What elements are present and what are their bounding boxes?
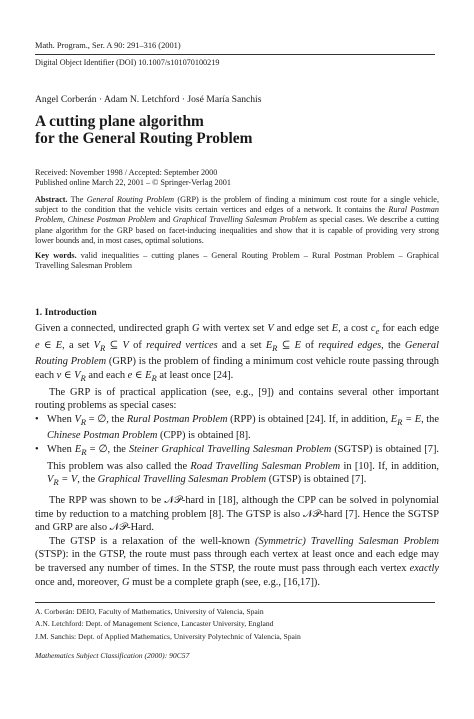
list-item: • When $E_R$ = ∅, the Steiner Graphical Travelling Salesman Problem (SGTSP) is obtained [7]. This problem was also called the Road Travelling Salesman Problem in [10]. If, in addition, $V_R = V$, the Graphical Travelling Salesman Problem (GTSP) is obtained [7]. [35, 444, 440, 488]
paragraph-2: The GRP is of practical application (see, e.g., [9]) and contains several other important routing problems as special cases: [35, 386, 439, 412]
footnote-affiliation-1: A. Corberán: DEIO, Faculty of Mathematics, University of Valencia, Spain [35, 607, 264, 616]
bullet-icon: • [35, 413, 39, 425]
abstract-term: Chinese Postman Problem [67, 215, 156, 225]
keywords-text: valid inequalities – cutting planes – General Routing Problem – Rural Postman Problem – Graphical Travelling Salesman Problem [35, 251, 439, 271]
abstract [35, 195, 439, 246]
list-item: • When $V_R$ = ∅, the Rural Postman Problem (RPP) is obtained [24]. If, in addition, $E_R = E$, the Chinese Postman Problem (CPP) is obtained [8]. [35, 413, 439, 442]
section-heading: 1. Introduction [35, 307, 97, 318]
journal-citation: Math. Program., Ser. A 90: 291–316 (2001) [35, 41, 181, 50]
bullet-icon: • [35, 444, 39, 456]
doi-line: Digital Object Identifier (DOI) 10.1007/s101070100219 [35, 58, 220, 67]
abstract-text: (GRP) is the problem of finding a minimum cost route for a single vehicle, subject to the condition that the vehicle visits certain vertices and edges of a network. It contains the [35, 195, 439, 215]
abstract-text: as special cases. We describe a cutting plane algorithm for the GRP based on facet-inducing inequalities and show that it is capable of providing very strong lower bounds and, in most cases, optimal solutions. [35, 215, 439, 245]
paragraph-3: The RPP was shown to be 𝒩𝒫-hard in [18], although the CPP can be solved in polynomial time by reduction to a matching problem [8]. The GTSP is also 𝒩𝒫-hard [7]. Hence the SGTSP and GRP are also 𝒩𝒫-Hard. [35, 495, 439, 534]
keywords [35, 251, 439, 271]
author-list: Angel Corberán · Adam N. Letchford · José María Sanchis [35, 94, 262, 105]
keywords-label: Key words. [35, 251, 77, 260]
header-rule [35, 54, 435, 55]
paragraph-4: The GTSP is a relaxation of the well-known (Symmetric) Travelling Salesman Problem (STSP): in the GTSP, the route must pass through each vertex at least once and each edge may be traversed any number of times. In the STSP, the route must pass through each vertex exactly once and, moreover, G must be a complete graph (see, e.g., [16,17]). [35, 535, 440, 588]
received-line: Received: November 1998 / Accepted: September 2000 [35, 168, 218, 177]
published-line: Published online March 22, 2001 – © Springer-Verlag 2001 [35, 178, 231, 187]
footnote-rule [35, 602, 435, 603]
abstract-text: , [62, 215, 68, 225]
paragraph-1: Given a connected, undirected graph G with vertex set V and edge set E, a cost $c_e$ for each edge e ∈ E, a set $V_R$ ⊆ V of required vertices and a set $E_R$ ⊆ E of required edges, the General Routing Problem (GRP) is the problem of finding a minimum cost vehicle route passing through each v ∈ $V_R$ and each e ∈ $E_R$ at least once [24]. [35, 323, 439, 384]
footnote-affiliation-2: A.N. Letchford: Dept. of Management Science, Lancaster University, England [35, 619, 274, 628]
abstract-text: and [155, 215, 173, 225]
title-line-1: A cutting plane algorithm [35, 113, 204, 130]
abstract-term: General Routing Problem [86, 195, 175, 204]
abstract-text: The [67, 195, 87, 204]
footnote-affiliation-3: J.M. Sanchis: Dept. of Applied Mathematics, University Polytechnic of Valencia, Spain [35, 632, 301, 641]
paper-title [35, 113, 435, 147]
abstract-term: Graphical Travelling Salesman Problem [172, 215, 308, 225]
title-line-2: for the General Routing Problem [35, 130, 253, 147]
subject-classification: Mathematics Subject Classification (2000): 90C57 [35, 651, 190, 660]
body-text [35, 322, 439, 589]
abstract-term: Rural Postman Problem [35, 205, 439, 225]
publication-history [35, 168, 435, 188]
abstract-label: Abstract. [35, 195, 68, 204]
